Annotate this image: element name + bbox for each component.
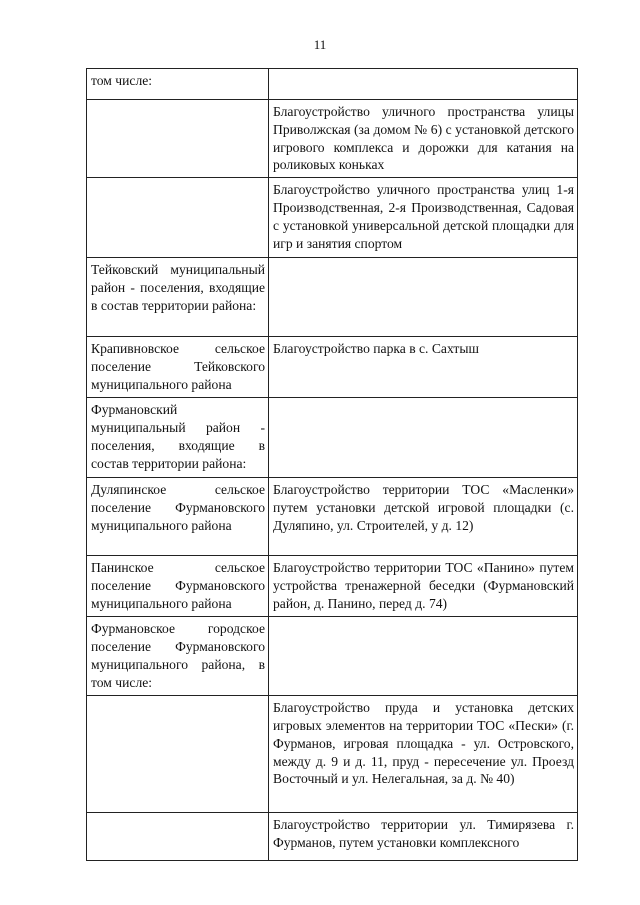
table-cell-right (269, 398, 578, 478)
table-row (87, 617, 578, 696)
table-cell-right: Благоустройство парка в с. Сахтыш (269, 337, 578, 398)
table-row (87, 398, 578, 478)
table-cell-left: Тейковский муниципальный район - поселения, входящие в состав территории района: (87, 258, 269, 337)
table-cell-right (269, 69, 578, 100)
table-cell-right: Благоустройство территории ТОС «Панино» путем устройства тренажерной беседки (Фурмановский район, д. Панино, перед д. 74) (269, 556, 578, 617)
table-cell-left: Крапивновское сельское поселение Тейковского муниципального района (87, 337, 269, 398)
table-row (87, 100, 578, 178)
table-row (87, 813, 578, 861)
table-row (87, 696, 578, 813)
table-cell-left: Фурмановский муниципальный район - поселения, входящие в состав территории района: (87, 398, 269, 478)
table-row (87, 178, 578, 258)
table-cell-left (87, 178, 269, 258)
table-cell-left: Дуляпинское сельское поселение Фурмановского муниципального района (87, 478, 269, 556)
table-row (87, 478, 578, 556)
table-cell-left: том числе: (87, 69, 269, 100)
table-row (87, 556, 578, 617)
table-cell-right (269, 617, 578, 696)
table-cell-left (87, 696, 269, 813)
table-cell-right: Благоустройство территории ул. Тимирязева г. Фурманов, путем установки комплексного (269, 813, 578, 861)
table-cell-left (87, 100, 269, 178)
page-number: 11 (313, 37, 327, 52)
table-row (87, 258, 578, 337)
table-cell-left: Фурмановское городское поселение Фурмановского муниципального района, в том числе: (87, 617, 269, 696)
table-cell-right (269, 258, 578, 337)
table-cell-right: Благоустройство уличного пространства улиц 1-я Производственная, 2-я Производственная, Садовая с установкой универсальной детской площадки для игр и занятия спортом (269, 178, 578, 258)
table-cell-left: Панинское сельское поселение Фурмановского муниципального района (87, 556, 269, 617)
table-cell-right: Благоустройство пруда и установка детских игровых элементов на территории ТОС «Пески» (г. Фурманов, игровая площадка - ул. Островского, между д. 9 и д. 11, пруд - пересечение ул. Проезд Восточный и ул. Нелегальная, за д. № 40) (269, 696, 578, 813)
table-row (87, 69, 578, 100)
table-cell-right: Благоустройство территории ТОС «Масленки» путем установки детской игровой площадки (с. Дуляпино, ул. Строителей, у д. 12) (269, 478, 578, 556)
table-cell-left (87, 813, 269, 861)
document-table (86, 68, 578, 861)
table-row (87, 337, 578, 398)
table-cell-right: Благоустройство уличного пространства улицы Приволжская (за домом № 6) с установкой детского игрового комплекса и дорожки для катания на роликовых коньках (269, 100, 578, 178)
